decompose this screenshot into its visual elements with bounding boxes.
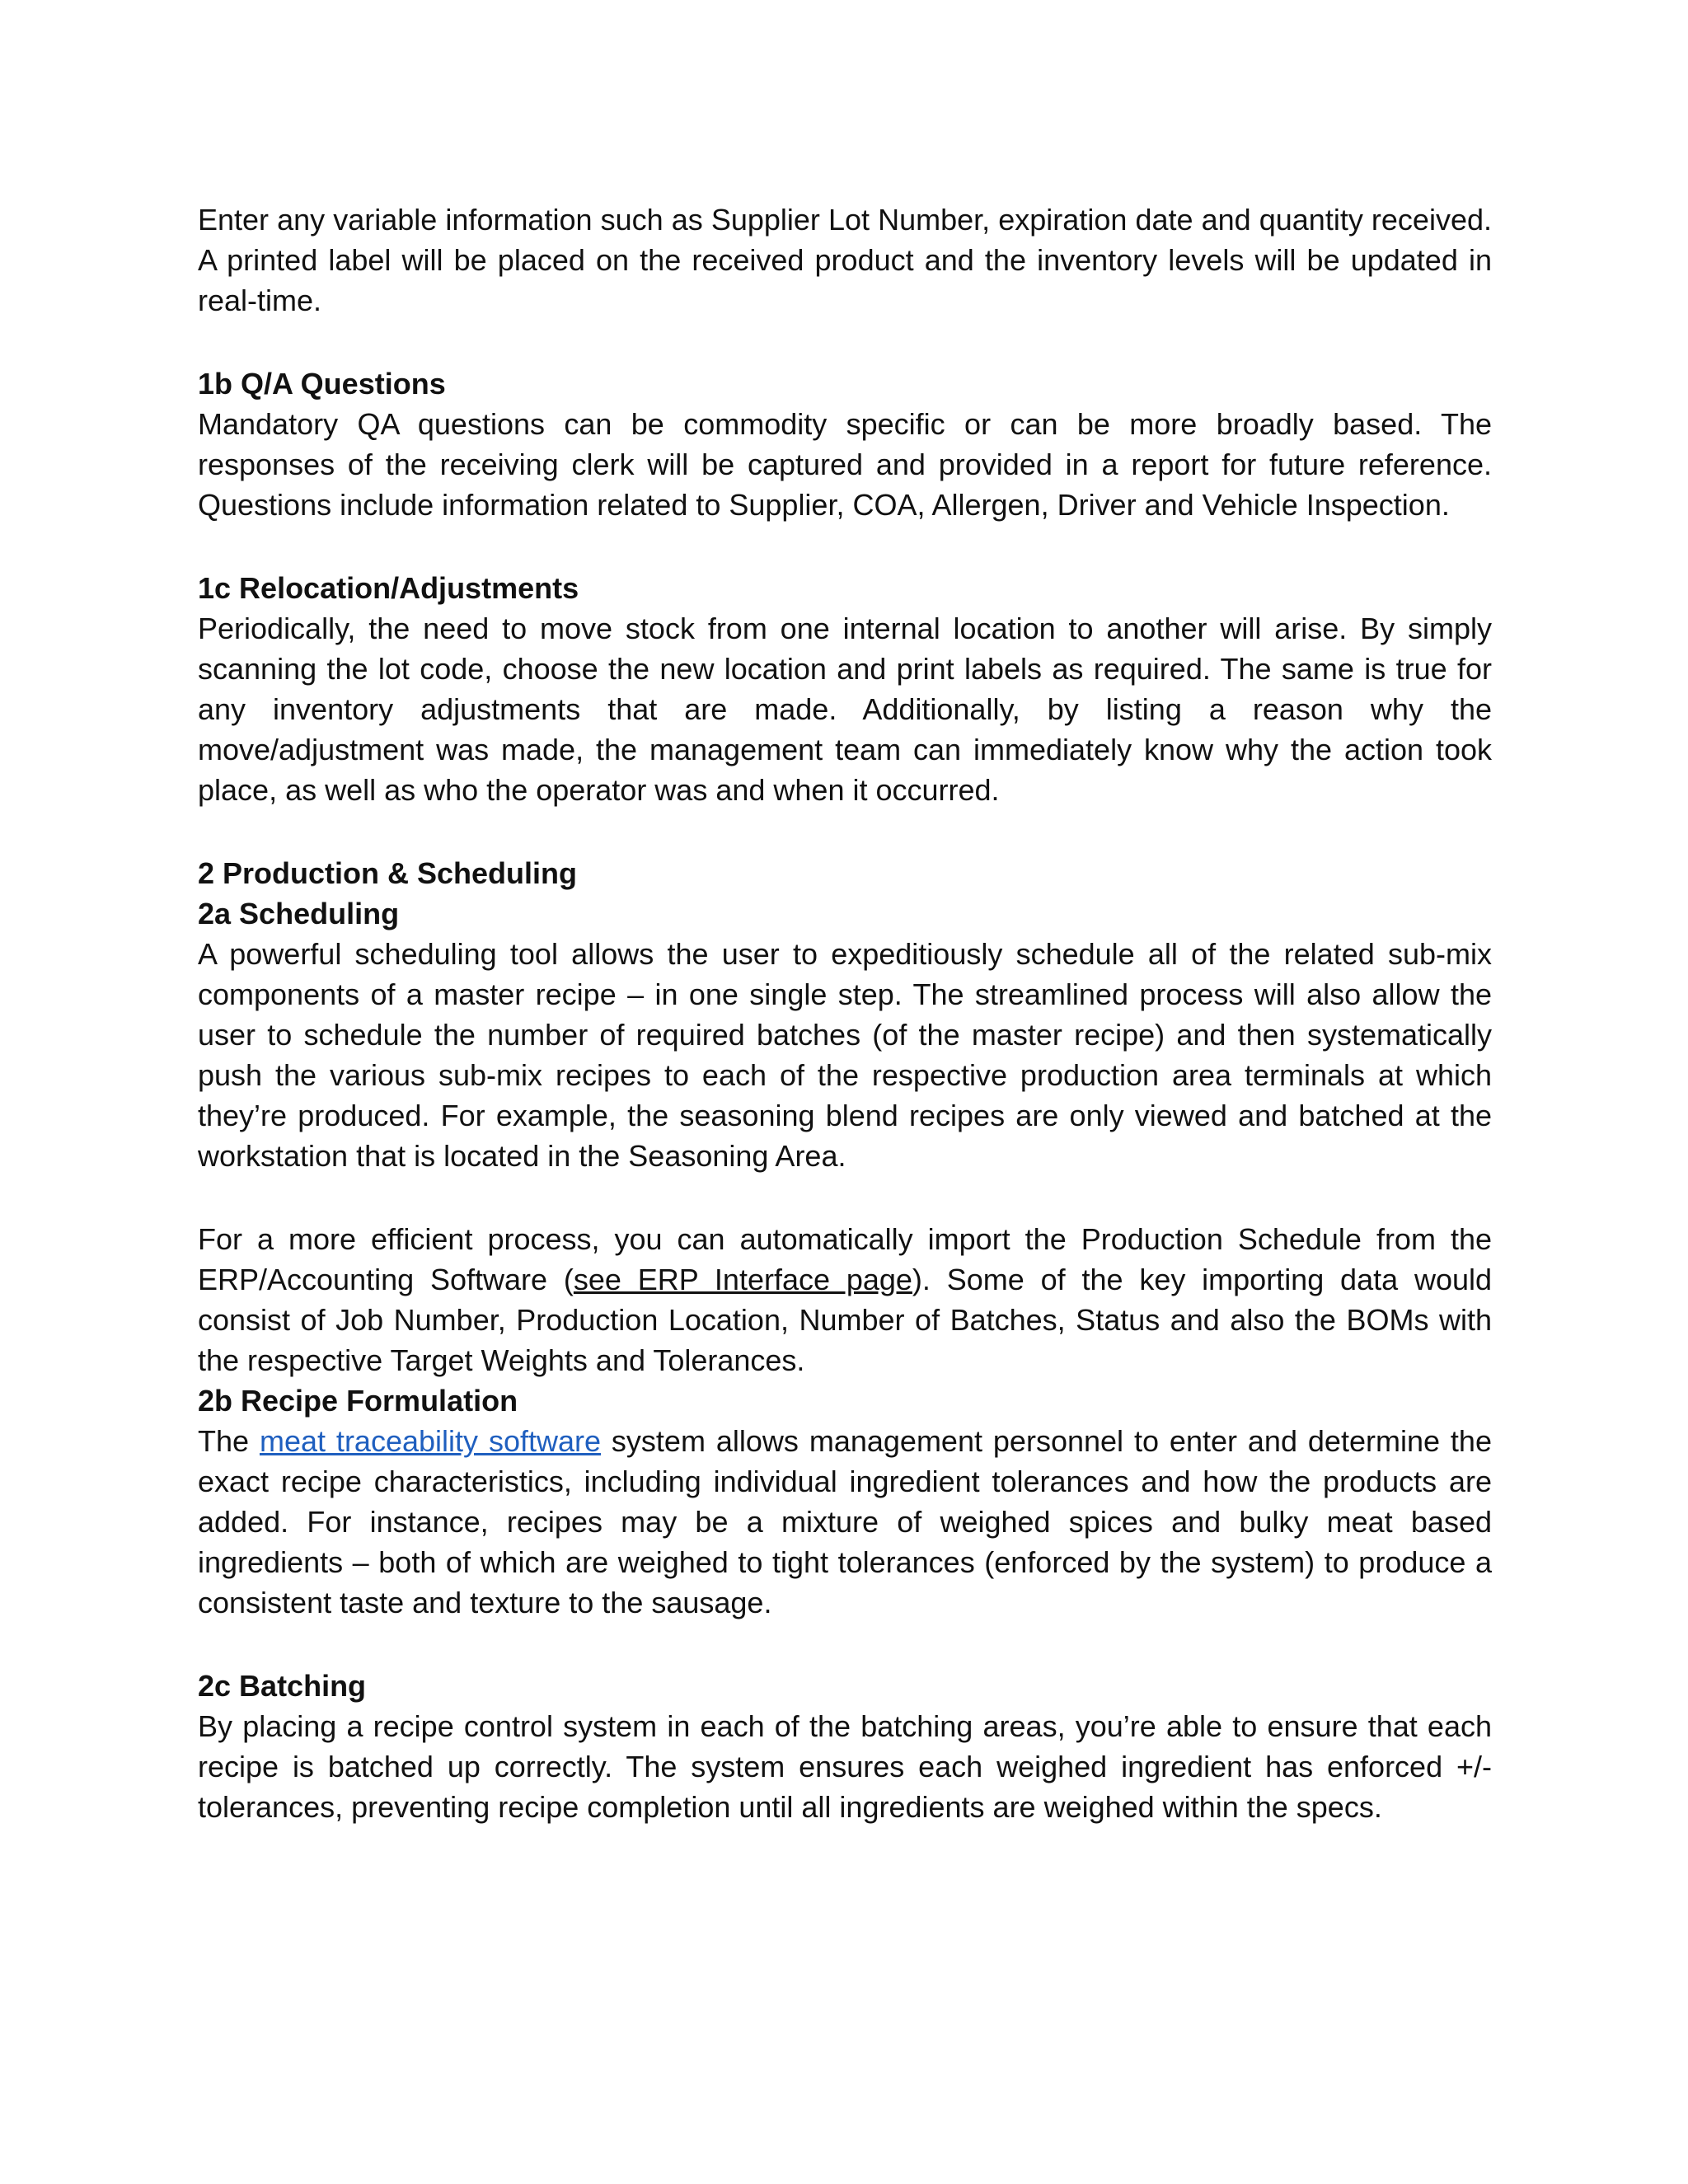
heading-2-production-scheduling: 2 Production & Scheduling bbox=[198, 856, 578, 890]
heading-2a-scheduling: 2a Scheduling bbox=[198, 897, 400, 930]
paragraph-1b: Mandatory QA questions can be commodity specific or can be more broadly based. The responses of the receiving clerk will be captured and provided in a report for future reference. Questions include information related to Supplier, COA, Allergen, Driver and Vehicle Inspection. bbox=[198, 407, 1492, 522]
paragraph-2a-2-text-after: ). Some of the key importing data would consist of Job Number, Production Location, Number of Batches, Status and also the BOMs with the respective Target Weights and Tolerances. bbox=[198, 1263, 1493, 1377]
paragraph-2c: By placing a recipe control system in each of the batching areas, you’re able to ensure that each recipe is batched up correctly. The system ensures each weighed ingredient has enforced +/- tolerances, preventing recipe completion until all ingredients are weighed within the specs. bbox=[198, 1709, 1492, 1824]
paragraph-2a-1: A powerful scheduling tool allows the user to expeditiously schedule all of the related sub-mix components of a master recipe – in one single step. The streamlined process will also allow the user to schedule the number of required batches (of the master recipe) and then systematically push the various sub-mix recipes to each of the respective production area terminals at which they’re produced. For example, the seasoning blend recipes are only viewed and batched at the workstation that is located in the Seasoning Area. bbox=[198, 937, 1492, 1173]
erp-interface-link[interactable]: see ERP Interface page bbox=[573, 1263, 912, 1296]
meat-traceability-software-link[interactable]: meat traceability software bbox=[259, 1424, 601, 1458]
paragraph-2a-2-text-before: For a more efficient process, you can automatically import the Production Schedule from the ERP/Accounting Software ( bbox=[198, 1222, 1492, 1296]
paragraph-1c: Periodically, the need to move stock from one internal location to another will arise. By simply scanning the lot code, choose the new location and print labels as required. The same is true for any inventory adjustments that are made. Additionally, by listing a reason why the move/adjustment was made, the management team can immediately know why the action took place, as well as who the operator was and when it occurred. bbox=[198, 612, 1492, 807]
heading-2c-batching: 2c Batching bbox=[198, 1669, 367, 1703]
heading-1b-qa-questions: 1b Q/A Questions bbox=[198, 367, 446, 401]
paragraph-2b bbox=[198, 1421, 1492, 1623]
paragraph-2a-2 bbox=[198, 1219, 1492, 1380]
paragraph-2b-text-before: The bbox=[198, 1424, 260, 1458]
document-page bbox=[198, 199, 1492, 1827]
intro-paragraph: Enter any variable information such as Supplier Lot Number, expiration date and quantity received. A printed label will be placed on the received product and the inventory levels will be updated in real-time. bbox=[198, 203, 1492, 317]
paragraph-2b-text-after: system allows management personnel to enter and determine the exact recipe characteristics, including individual ingredient tolerances and how the products are added. For instance, recipes may be a mixture of weighed spices and bulky meat based ingredients – both of which are weighed to tight tolerances (enforced by the system) to produce a consistent taste and texture to the sausage. bbox=[198, 1424, 1492, 1619]
heading-2b-recipe-formulation: 2b Recipe Formulation bbox=[198, 1384, 518, 1418]
heading-1c-relocation: 1c Relocation/Adjustments bbox=[198, 571, 579, 605]
